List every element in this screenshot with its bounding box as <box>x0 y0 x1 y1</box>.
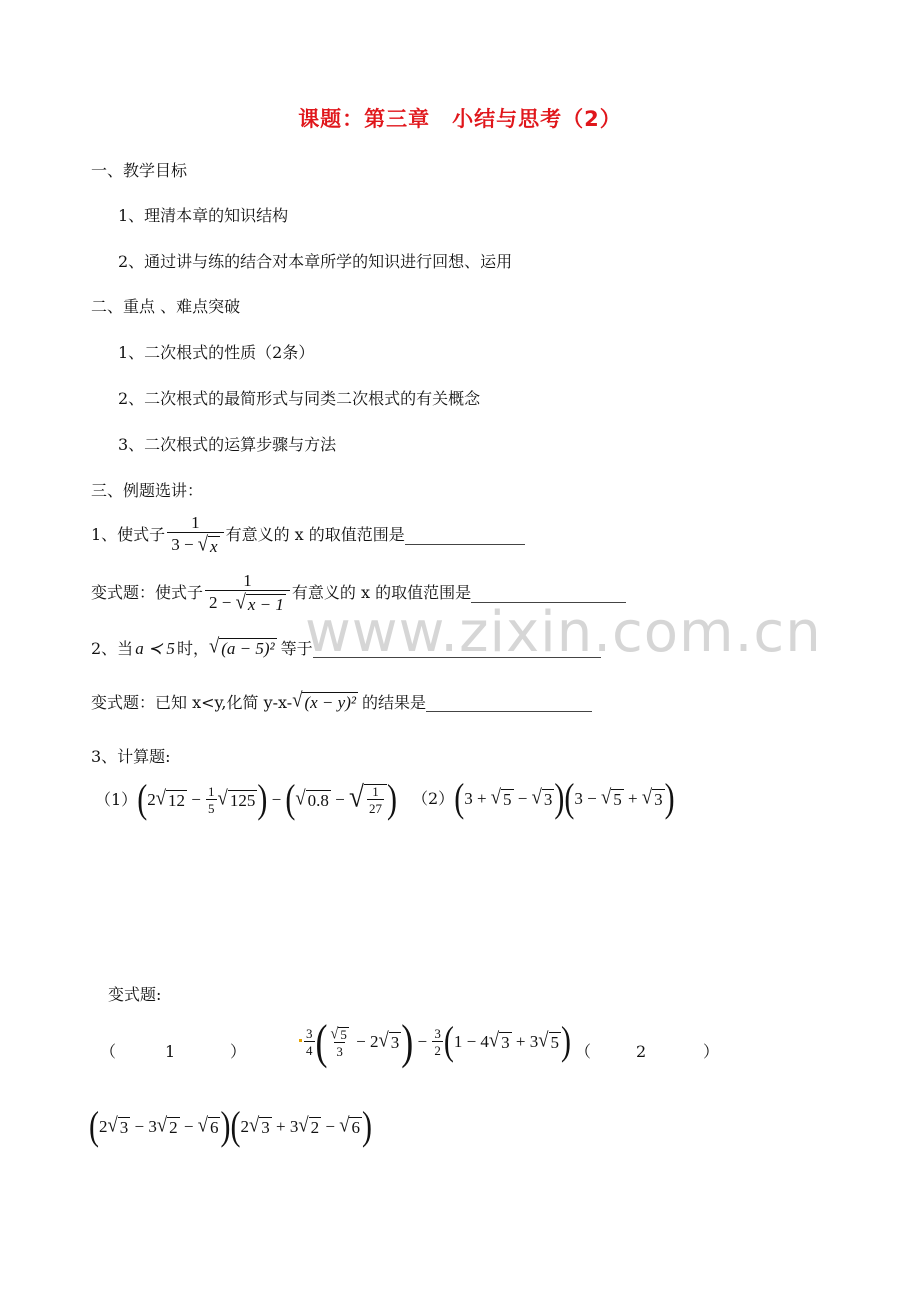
watermark: www.zixin.com.cn <box>305 600 822 665</box>
radical-sign-icon: √ <box>197 532 209 556</box>
left-paren: ( <box>454 776 465 821</box>
variant-2-expression <box>89 1104 372 1149</box>
variant-2-number: 2 <box>636 1042 647 1061</box>
sqrt-expression <box>235 590 286 615</box>
calc-problem-2 <box>412 776 675 821</box>
key-point-1: 1、二次根式的性质（2条） <box>118 343 315 362</box>
radicand: x <box>210 536 218 556</box>
condition: a ≺ 5 <box>135 638 175 658</box>
expression: ( 2 √ 12 − $\frac{1}{5}$ √ 125 ) − ( √ 0.8 − √ $\frac{1}{27}$ ) <box>137 777 397 822</box>
variant-prefix: 变式题：已知 x<y,化简 y-x- <box>91 692 293 712</box>
key-point-3: 3、二次根式的运算步骤与方法 <box>118 435 337 454</box>
variant-suffix: 有意义的 x 的取值范围是 <box>291 583 472 603</box>
answer-blank[interactable] <box>313 639 601 658</box>
right-paren: ) <box>554 776 565 821</box>
problem-number: （2） <box>412 789 455 808</box>
goal-item-2: 2、通过讲与练的结合对本章所学的知识进行回想、运用 <box>118 252 513 271</box>
page-title: 课题：第三章 小结与思考（2） <box>298 107 622 131</box>
question-1-variant <box>91 572 626 615</box>
sqrt-expression <box>208 634 277 659</box>
denominator-term: 3 − <box>171 535 198 554</box>
fraction-numerator: 1 <box>243 571 252 590</box>
left-paren: ( <box>285 777 296 822</box>
expression: ( 2 √ 3 − 3 √ 2 − √ 6 ) ( 2 √ 3 + 3 √ 2 − √ 6 ) <box>89 1104 372 1149</box>
fraction-denominator <box>205 590 290 615</box>
question-1 <box>91 514 525 557</box>
radicand: (x − y)² <box>304 693 356 712</box>
expression: ( 3 + √ 5 − √ 3 ) ( 3 − √ 5 + √ 3 ) <box>454 776 675 821</box>
question-2-suffix: 等于 <box>280 638 313 658</box>
answer-blank[interactable] <box>471 584 626 603</box>
right-paren: ) <box>257 777 268 822</box>
fraction-numerator: 1 <box>191 513 200 532</box>
sqrt-expression <box>197 532 220 557</box>
variant-1-expression <box>298 1015 572 1070</box>
radical-sign-icon: √ <box>292 688 303 712</box>
variant-suffix: 的结果是 <box>361 692 426 712</box>
denominator-term: 2 − <box>209 593 236 612</box>
right-paren: ) <box>386 777 397 822</box>
question-2-variant <box>91 688 592 713</box>
question-1-fraction <box>167 514 223 557</box>
variant-heading: 变式题: <box>108 985 162 1004</box>
sqrt-expression <box>292 688 358 713</box>
section-2-heading: 二、重点 、难点突破 <box>91 297 241 316</box>
radicand: (a − 5)² <box>221 639 275 658</box>
marker-dot-icon <box>299 1039 302 1042</box>
variant-1-open: （ <box>100 1042 117 1061</box>
question-1-suffix: 有意义的 x 的取值范围是 <box>225 525 405 545</box>
right-paren: ) <box>664 776 675 821</box>
sqrt-fraction: √ $\frac{1}{27}$ <box>349 784 387 816</box>
question-2-prefix: 2、当 <box>91 638 134 658</box>
fraction-denominator <box>167 532 223 557</box>
question-3-heading: 3、计算题: <box>91 747 171 766</box>
variant-prefix: 变式题：使式子 <box>91 583 204 603</box>
sqrt-125: √ 125 <box>217 786 256 810</box>
variant-1-number: 1 <box>165 1042 176 1061</box>
question-2 <box>91 634 601 659</box>
radical-sign-icon: √ <box>208 634 220 658</box>
section-3-heading: 三、例题选讲： <box>91 481 204 500</box>
goal-item-1: 1、理清本章的知识结构 <box>118 206 289 225</box>
section-1-heading: 一、教学目标 <box>91 161 188 180</box>
sqrt-0-8: √ 0.8 <box>295 786 329 810</box>
variant-fraction <box>205 572 290 615</box>
calc-problem-1 <box>95 777 397 822</box>
question-2-mid: 时， <box>176 638 209 658</box>
key-point-2: 2、二次根式的最简形式与同类二次根式的有关概念 <box>118 389 481 408</box>
variant-1-close: ） <box>230 1042 247 1061</box>
answer-blank[interactable] <box>405 526 525 545</box>
sqrt-12: √ 12 <box>155 786 185 810</box>
answer-blank[interactable] <box>426 693 592 712</box>
question-1-prefix: 1、使式子 <box>91 525 166 545</box>
expression: $\frac{3}{4}$ ( √ 5 3 − 2 √ 3 ) − $\frac{3}{2}$ ( 1 − 4 √ 3 + 3 √ 5 ) <box>306 1015 572 1070</box>
problem-number: （1） <box>95 790 138 809</box>
fraction-one-fifth: $\frac{1}{5}$ <box>208 783 215 816</box>
radical-sign-icon: √ <box>235 590 246 614</box>
left-paren: ( <box>137 777 148 822</box>
radicand: x − 1 <box>247 594 284 614</box>
left-paren: ( <box>564 776 575 821</box>
variant-2-close: ） <box>703 1042 720 1061</box>
variant-2-open: （ <box>575 1042 592 1061</box>
